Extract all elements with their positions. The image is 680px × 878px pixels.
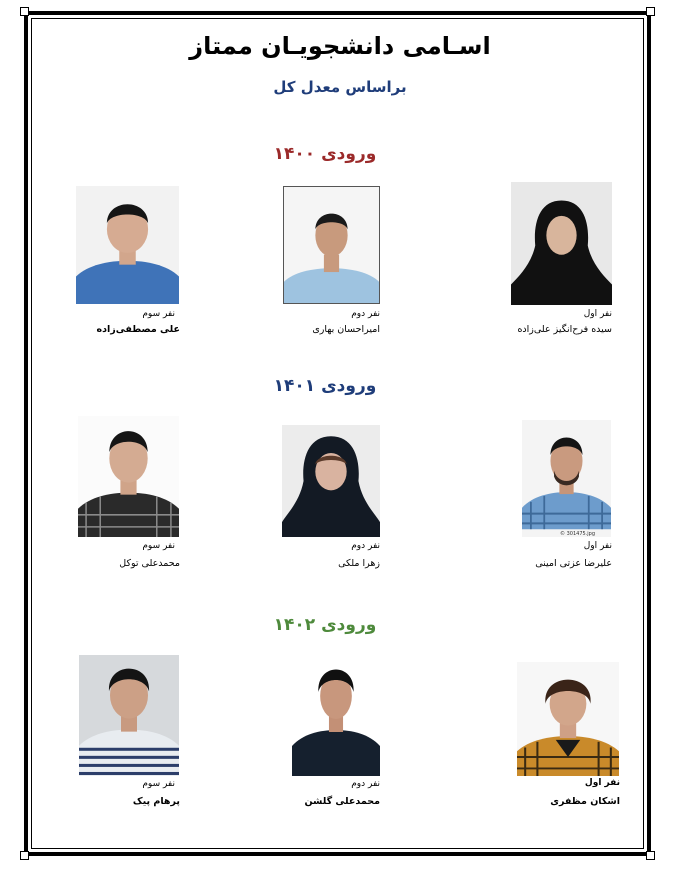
student-name: علی مصطفی‌زاده bbox=[96, 324, 180, 335]
student-rank: نفر اول bbox=[583, 541, 612, 551]
student-photo bbox=[283, 186, 380, 304]
student-photo bbox=[517, 662, 619, 776]
frame-corner bbox=[646, 851, 655, 860]
section-title-1402: ورودی ۱۴۰۲ bbox=[273, 615, 377, 635]
student-name: پرهام پیک bbox=[132, 796, 180, 807]
student-rank: نفر اول bbox=[584, 778, 620, 788]
photo-caption: © 301475.jpg bbox=[560, 531, 596, 537]
student-name: محمدعلی توکل bbox=[119, 558, 180, 569]
student-rank: نفر سوم bbox=[142, 779, 175, 789]
student-photo bbox=[522, 420, 611, 537]
student-rank: نفر دوم bbox=[351, 541, 380, 551]
student-name: زهرا ملکی bbox=[338, 558, 380, 569]
section-title-1401: ورودی ۱۴۰۱ bbox=[273, 376, 377, 396]
student-name: محمدعلی گلشن bbox=[304, 796, 380, 807]
student-rank: نفر دوم bbox=[351, 779, 380, 789]
student-rank: نفر سوم bbox=[142, 541, 175, 551]
student-photo bbox=[292, 656, 380, 776]
student-photo bbox=[79, 655, 179, 776]
frame-corner bbox=[646, 7, 655, 16]
frame-corner bbox=[20, 851, 29, 860]
student-photo bbox=[282, 425, 380, 537]
student-name: اشکان مظفری bbox=[550, 796, 620, 807]
student-photo bbox=[511, 182, 612, 305]
student-rank: نفر سوم bbox=[142, 309, 175, 319]
student-rank: نفر دوم bbox=[351, 309, 380, 319]
page-title: اسـامی دانشجویـان ممتاز bbox=[189, 32, 491, 60]
student-rank: نفر اول bbox=[583, 309, 612, 319]
student-name: سیده فرح‌انگیز علی‌زاده bbox=[517, 324, 612, 335]
page-subtitle: براساس معدل کل bbox=[273, 78, 407, 96]
student-photo bbox=[76, 186, 179, 304]
section-title-1400: ورودی ۱۴۰۰ bbox=[273, 144, 377, 164]
student-photo bbox=[78, 416, 179, 537]
student-name: امیراحسان بهاری bbox=[312, 324, 380, 335]
frame-corner bbox=[20, 7, 29, 16]
student-name: علیرضا عزتی امینی bbox=[535, 558, 612, 569]
